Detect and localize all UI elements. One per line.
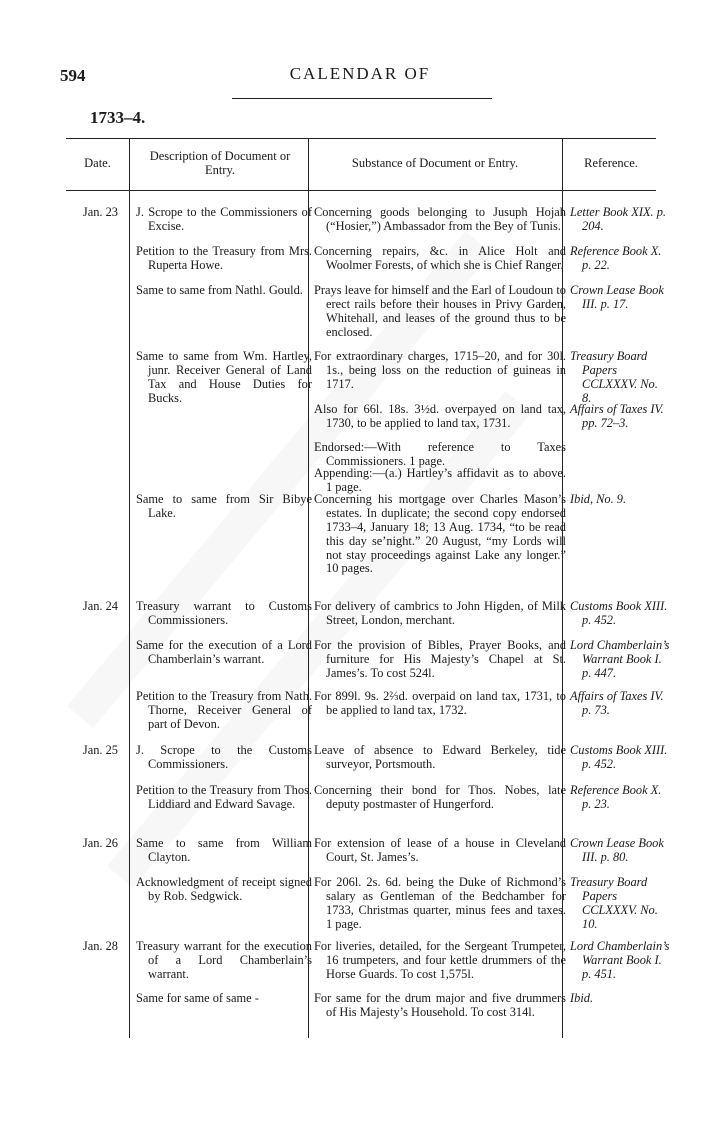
- row-date: Jan. 25: [82, 743, 118, 757]
- row-substance: Also for 66l. 18s. 3½d. overpayed on land tax, 1730, to be applied to land tax, 1731.: [314, 402, 566, 430]
- row-substance: Leave of absence to Edward Berkeley, tide surveyor, Portsmouth.: [314, 743, 566, 771]
- row-date: Jan. 23: [82, 205, 118, 219]
- row-description: Petition to the Treasury from Nath. Thorne, Receiver General of part of Devon.: [136, 689, 312, 731]
- row-reference: Customs Book XIII. p. 452.: [570, 743, 668, 771]
- row-substance: For 206l. 2s. 6d. being the Duke of Richmond’s salary as Gentleman of the Bedchamber for 1733, Christmas quarter, minus fees and taxes. 1 page.: [314, 875, 566, 931]
- year-heading: 1733–4.: [90, 108, 146, 127]
- row-substance: Concerning his mortgage over Charles Mason’s estates. In duplicate; the second copy endorsed 1733–4, January 18; 13 Aug. 1734, “to be read this day se’night.” 20 August, “my Lords will not stay proceedings against Lake any longer.” 10 pages.: [314, 492, 566, 576]
- row-reference: Reference Book X. p. 22.: [570, 244, 662, 272]
- row-description: Petition to the Treasury from Mrs. Ruperta Howe.: [136, 244, 312, 272]
- row-description: Same to same from William Clayton.: [136, 836, 312, 864]
- row-description: Acknowledgment of receipt signed by Rob. Sedgwick.: [136, 875, 312, 903]
- row-reference: Lord Chamberlain’s Warrant Book I. p. 451.: [570, 939, 670, 981]
- row-reference: Ibid, No. 9.: [570, 492, 627, 506]
- row-reference: Crown Lease Book III. p. 80.: [570, 836, 664, 864]
- column-header-date: Date.: [84, 156, 111, 170]
- row-description: J. Scrope to the Customs Commissioners.: [136, 743, 312, 771]
- column-header-reference: Reference.: [584, 156, 638, 170]
- row-substance: Appending:—(a.) Hartley’s affidavit as to above. 1 page.: [314, 466, 566, 494]
- row-description: Same to same from Nathl. Gould.: [136, 283, 303, 297]
- row-description: Same for the execution of a Lord Chamberlain’s warrant.: [136, 638, 312, 666]
- row-substance: Concerning their bond for Thos. Nobes, late deputy postmaster of Hungerford.: [314, 783, 566, 811]
- row-date: Jan. 26: [82, 836, 118, 850]
- table-top-rule: [66, 138, 656, 139]
- row-reference: Lord Chamberlain’s Warrant Book I. p. 447.: [570, 638, 670, 680]
- row-description: Treasury warrant to Customs Commissioners.: [136, 599, 312, 627]
- row-date: Jan. 24: [82, 599, 118, 613]
- row-reference: Affairs of Taxes IV. p. 73.: [570, 689, 664, 717]
- row-substance: Concerning repairs, &c. in Alice Holt and Woolmer Forests, of which she is Chief Ranger.: [314, 244, 566, 272]
- row-substance: For extraordinary charges, 1715–20, and for 30l. 1s., being loss on the reduction of guineas in 1717.: [314, 349, 566, 391]
- row-reference: Reference Book X. p. 23.: [570, 783, 662, 811]
- column-header-description: Description of Document or Entry.: [149, 149, 291, 178]
- row-reference: Affairs of Taxes IV. pp. 72–3.: [570, 402, 664, 430]
- row-description: Same to same from Sir Bibye Lake.: [136, 492, 312, 520]
- row-substance: Concerning goods belonging to Jusuph Hojah (“Hosier,”) Ambassador from the Bey of Tunis.: [314, 205, 566, 233]
- row-description: Petition to the Treasury from Thos. Liddiard and Edward Savage.: [136, 783, 312, 811]
- running-title: CALENDAR OF: [289, 64, 431, 83]
- row-description: Same for same of same -: [136, 991, 259, 1005]
- title-rule: [232, 98, 492, 99]
- column-header-substance: Substance of Document or Entry.: [351, 156, 519, 170]
- row-description: J. Scrope to the Commissioners of Excise.: [136, 205, 312, 233]
- table-header-rule: [66, 190, 656, 191]
- row-substance: For same for the drum major and five drummers of His Majesty’s Household. To cost 314l.: [314, 991, 566, 1019]
- row-substance: For 899l. 9s. 2⅔d. overpaid on land tax, 1731, to be applied to land tax, 1732.: [314, 689, 566, 717]
- row-substance: Endorsed:—With reference to Taxes Commissioners. 1 page.: [314, 440, 566, 468]
- row-reference: Ibid.: [570, 991, 594, 1005]
- row-reference: Customs Book XIII. p. 452.: [570, 599, 668, 627]
- row-date: Jan. 28: [82, 939, 118, 953]
- row-substance: Prays leave for himself and the Earl of Loudoun to erect rails before their houses in Privy Garden, Whitehall, and leases of the ground thus to be enclosed.: [314, 283, 566, 339]
- row-reference: Treasury Board Papers CCLXXXV. No. 8.: [570, 349, 658, 405]
- page-number: 594: [60, 66, 86, 85]
- row-substance: For liveries, detailed, for the Sergeant Trumpeter, 16 trumpeters, and four kettle drummers of the Horse Guards. To cost 1,575l.: [314, 939, 566, 981]
- row-reference: Treasury Board Papers CCLXXXV. No. 10.: [570, 875, 658, 931]
- row-substance: For extension of lease of a house in Cleveland Court, St. James’s.: [314, 836, 566, 864]
- row-description: Treasury warrant for the execution of a Lord Chamberlain’s warrant.: [136, 939, 312, 981]
- row-substance: For delivery of cambrics to John Higden, of Milk Street, London, merchant.: [314, 599, 566, 627]
- row-description: Same to same from Wm. Hartley, junr. Receiver General of Land Tax and House Duties for Bucks.: [136, 349, 312, 405]
- row-substance: For the provision of Bibles, Prayer Books, and furniture for His Majesty’s Chapel at St. James’s. To cost 524l.: [314, 638, 566, 680]
- row-reference: Letter Book XIX. p. 204.: [570, 205, 667, 233]
- column-divider: [129, 138, 130, 1038]
- row-reference: Crown Lease Book III. p. 17.: [570, 283, 664, 311]
